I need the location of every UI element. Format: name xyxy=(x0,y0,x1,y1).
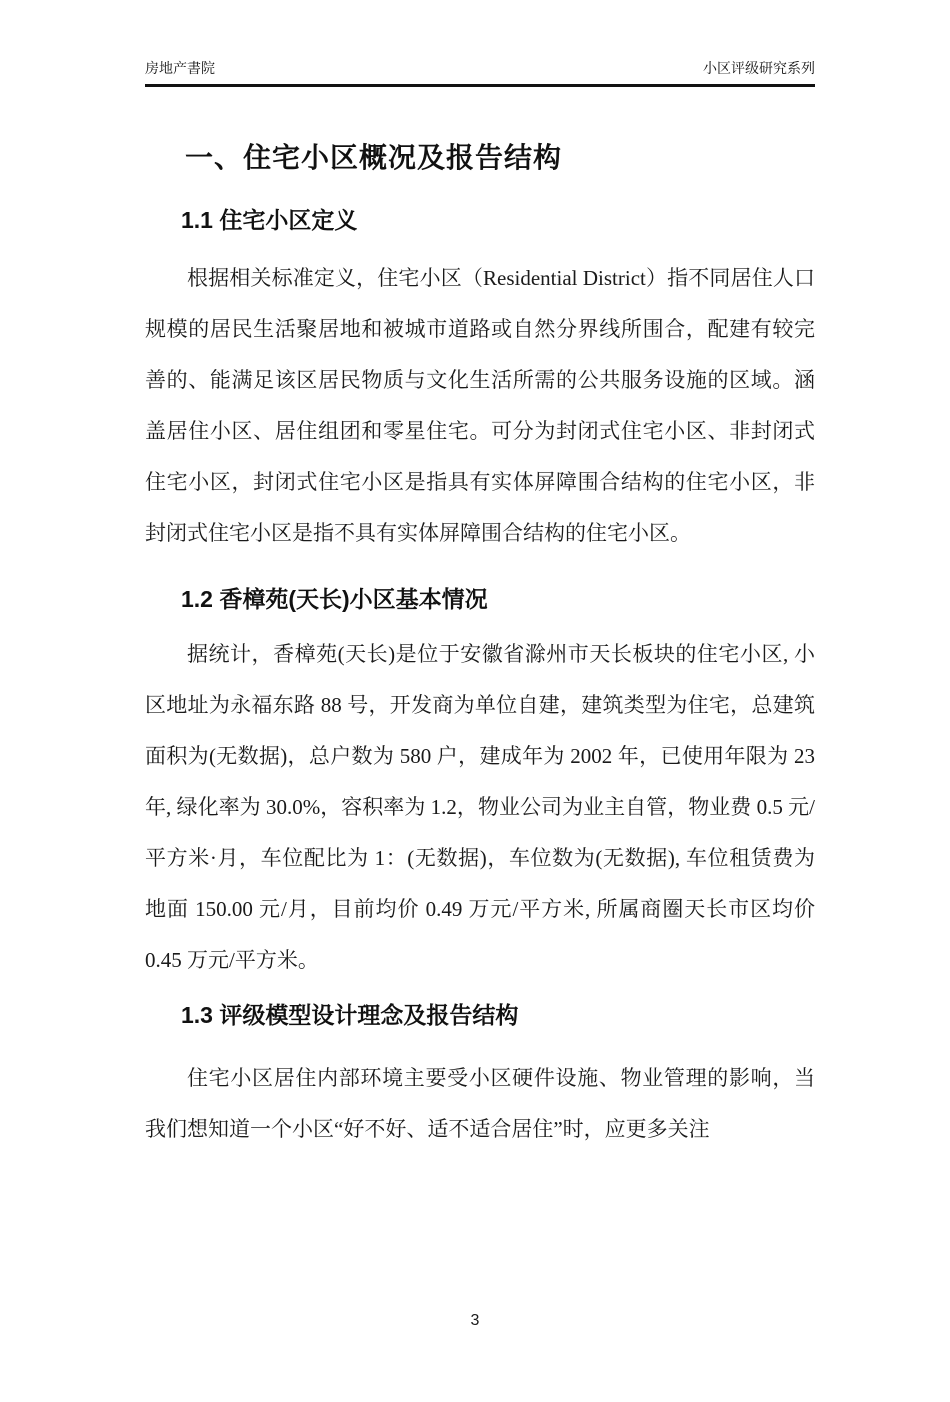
page-number: 3 xyxy=(470,1312,480,1329)
section-heading-1-3: 1.3 评级模型设计理念及报告结构 xyxy=(181,1002,519,1028)
document-body xyxy=(145,141,815,1155)
section-1-1-paragraph: 根据相关标准定义，住宅小区（Residential District）指不同居住人口规模的居民生活聚居地和被城市道路或自然分界线所围合，配建有较完善的、能满足该区居民物质与文化生活所需的公共服务设施的区域。涵盖居住小区、居住组团和零星住宅。可分为封闭式住宅小区、非封闭式住宅小区，封闭式住宅小区是指具有实体屏障围合结构的住宅小区，非封闭式住宅小区是指不具有实体屏障围合结构的住宅小区。 xyxy=(145,266,815,545)
header-left-text: 房地产書院 xyxy=(145,60,215,76)
document-page xyxy=(0,58,950,1402)
section-heading-1-2: 1.2 香樟苑(天长)小区基本情况 xyxy=(181,586,488,612)
page-title: 一、住宅小区概况及报告结构 xyxy=(185,142,563,173)
header-right-text: 小区评级研究系列 xyxy=(703,60,815,76)
section-1-3-paragraph: 住宅小区居住内部环境主要受小区硬件设施、物业管理的影响，当我们想知道一个小区“好不好、适不适合居住”时，应更多关注 xyxy=(145,1066,815,1141)
section-heading-1-1: 1.1 住宅小区定义 xyxy=(181,207,358,233)
document-header xyxy=(145,58,815,87)
section-1-2-paragraph: 据统计，香樟苑(天长)是位于安徽省滁州市天长板块的住宅小区, 小区地址为永福东路 88 号，开发商为单位自建，建筑类型为住宅，总建筑面积为(无数据)，总户数为 580 户，建成年为 2002 年，已使用年限为 23 年, 绿化率为 30.0%，容积率为 1.2，物业公司为业主自管，物业费 0.5 元/平方米·月，车位配比为 1：(无数据)，车位数为(无数据), 车位租赁费为地面 150.00 元/月，目前均价 0.49 万元/平方米, 所属商圈天长市区均价 0.45 万元/平方米。 xyxy=(145,642,815,972)
